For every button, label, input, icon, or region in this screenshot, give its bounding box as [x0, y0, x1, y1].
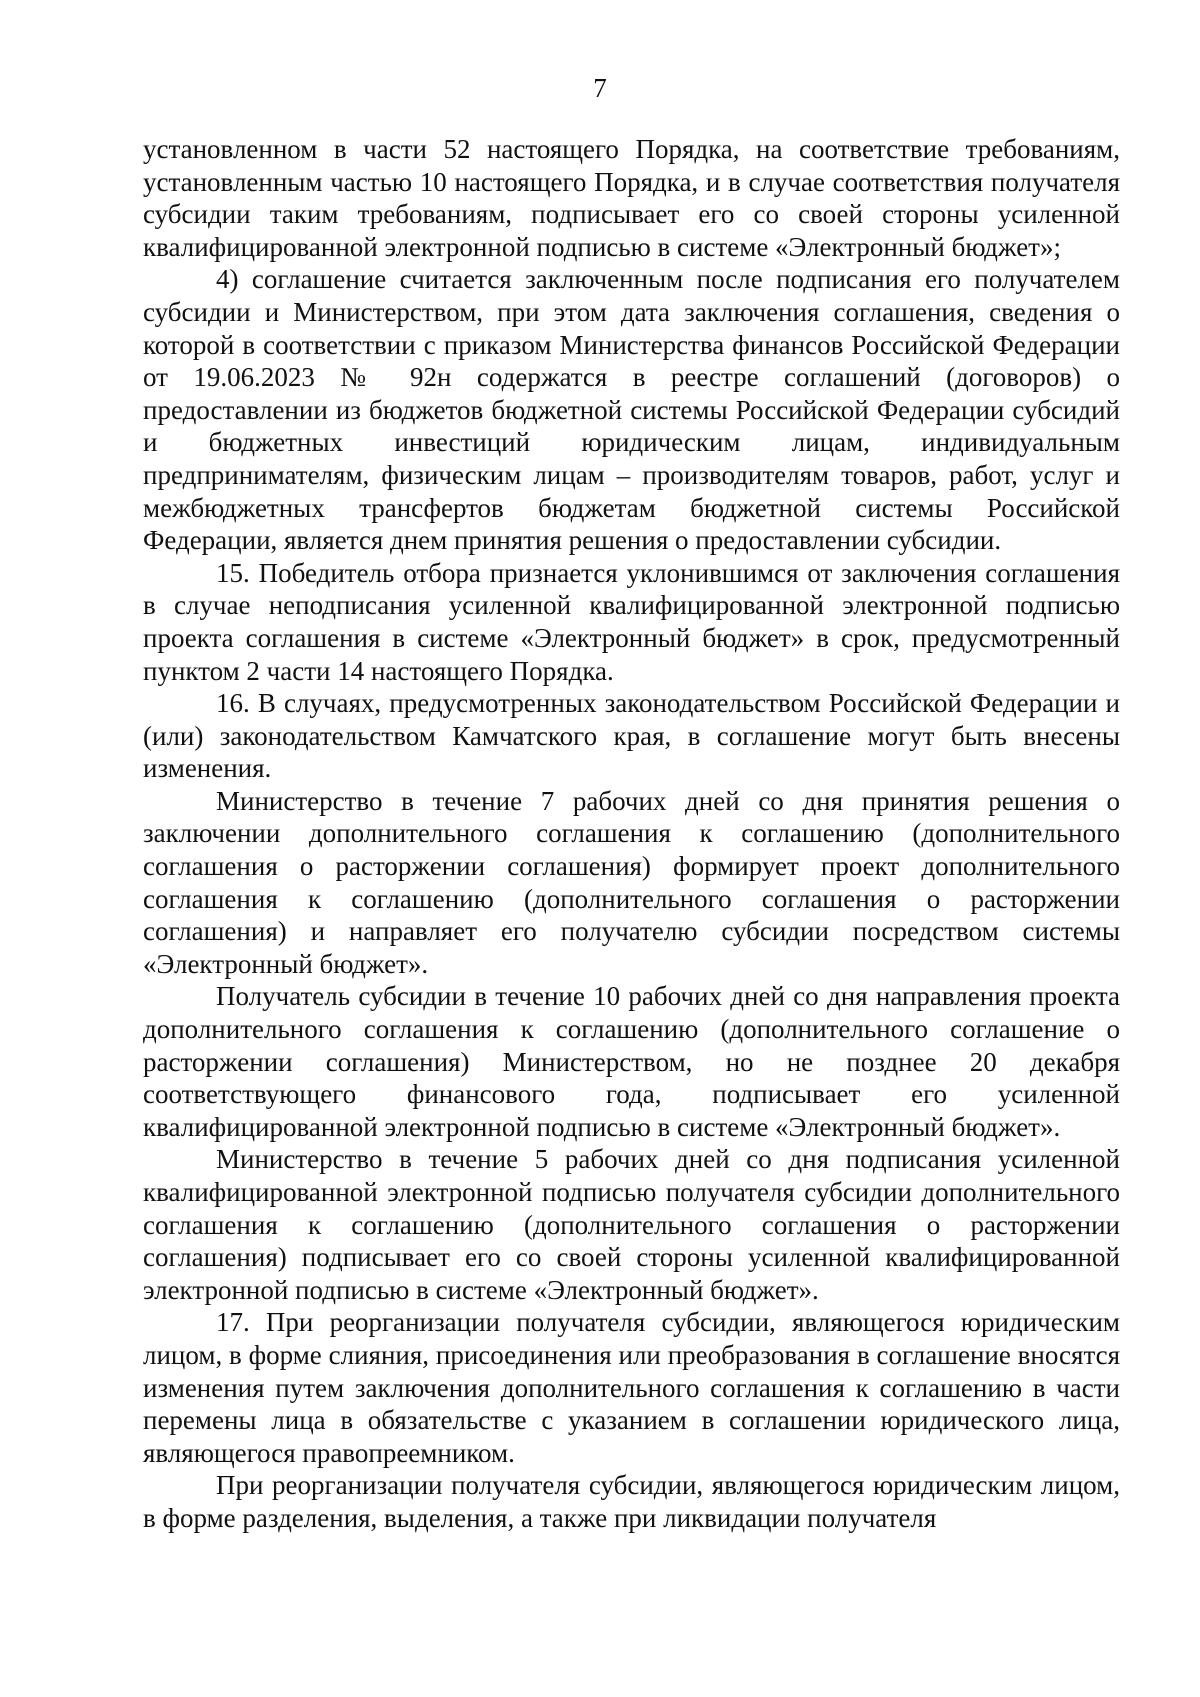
paragraph-item-4: 4) соглашение считается заключенным после подписания его получателем субсидии и Министерством, при этом дата заключения соглашения, сведения о которой в соответствии с приказом Министерства финансов Российской Федерации от 19.06.2023 № 92н содержатся в реестре соглашений (договоров) о предоставлении из бюджетов бюджетной системы Российской Федерации субсидий и бюджетных инвестиций юридическим лицам, индивидуальным предпринимателям, физическим лицам – производителям товаров, работ, услуг и межбюджетных трансфертов бюджетам бюджетной системы Российской Федерации, является днем принятия решения о предоставлении субсидии.	[143, 264, 1120, 556]
paragraph-ministry-5-days: Министерство в течение 5 рабочих дней со дня подписания усиленной квалифицированной электронной подписью получателя субсидии дополнительного соглашения к соглашению (дополнительного соглашения о расторжении соглашения) подписывает его со своей стороны усиленной квалифицированной электронной подписью в системе «Электронный бюджет».	[143, 1144, 1120, 1305]
paragraph-recipient-10-days: Получатель субсидии в течение 10 рабочих дней со дня направления проекта дополнительного соглашения к соглашению (дополнительного соглашение о расторжении соглашения) Министерством, но не позднее 20 декабря соответствующего финансового года, подписывает его усиленной квалифицированной электронной подписью в системе «Электронный бюджет».	[143, 981, 1120, 1142]
paragraph-reorganization: При реорганизации получателя субсидии, являющегося юридическим лицом, в форме разделения, выделения, а также при ликвидации получателя	[143, 1470, 1120, 1533]
paragraph-section-16: 16. В случаях, предусмотренных законодательством Российской Федерации и (или) законодательством Камчатского края, в соглашение могут быть внесены изменения.	[143, 688, 1120, 784]
document-body	[143, 133, 1120, 1535]
paragraph-ministry-7-days: Министерство в течение 7 рабочих дней со дня принятия решения о заключении дополнительного соглашения к соглашению (дополнительного соглашения о расторжении соглашения) формирует проект дополнительного соглашения к соглашению (дополнительного соглашения о расторжении соглашения) и направляет его получателю субсидии посредством системы «Электронный бюджет».	[143, 785, 1120, 979]
paragraph-section-15: 15. Победитель отбора признается уклонившимся от заключения соглашения в случае неподписания усиленной квалифицированной электронной подписью проекта соглашения в системе «Электронный бюджет» в срок, предусмотренный пунктом 2 части 14 настоящего Порядка.	[143, 557, 1120, 686]
paragraph-continuation: установленном в части 52 настоящего Порядка, на соответствие требованиям, установленным частью 10 настоящего Порядка, и в случае соответствия получателя субсидии таким требованиям, подписывает его со своей стороны усиленной квалифицированной электронной подписью в системе «Электронный бюджет»;	[143, 134, 1120, 262]
page-number: 7	[593, 73, 607, 103]
paragraph-section-17: 17. При реорганизации получателя субсидии, являющегося юридическим лицом, в форме слияния, присоединения или преобразования в соглашение вносятся изменения путем заключения дополнительного соглашения к соглашению в части перемены лица в обязательстве с указанием в соглашении юридического лица, являющегося правопреемником.	[143, 1307, 1120, 1468]
